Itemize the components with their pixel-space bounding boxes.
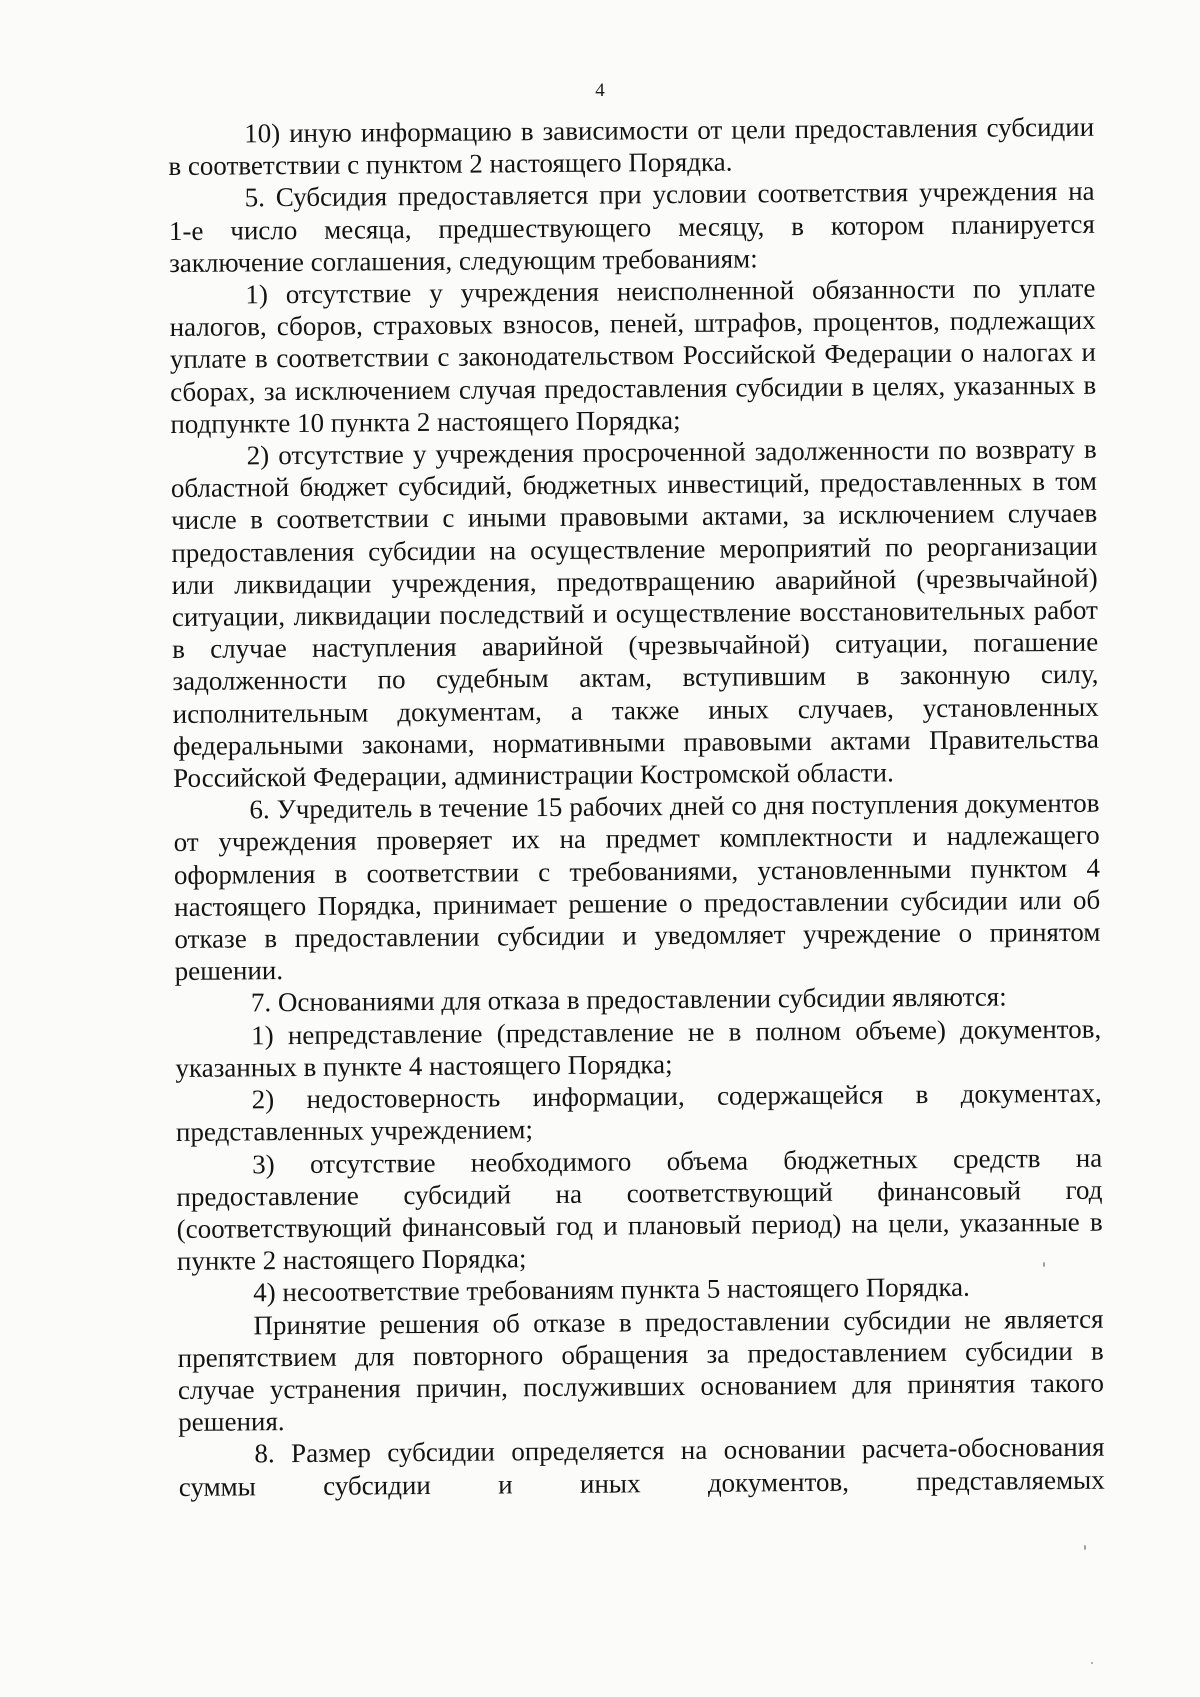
- paragraph-point-7-sub-1: 1) непредставление (представление не в полном объеме) документов, указанных в пункте 4 настоящего Порядка;: [175, 1013, 1102, 1083]
- scan-speck: [1084, 1545, 1086, 1550]
- paragraph-point-7-sub-3: 3) отсутствие необходимого объема бюджетных средств на предоставление субсидий на соответствующий финансовый год (соответствующий финансовый год и плановый период) на цели, указанные в пункте 2 настоящего Порядка;: [176, 1142, 1103, 1277]
- paragraph-item-10: 10) иную информацию в зависимости от цели предоставления субсидии в соответствии с пунктом 2 настоящего Порядка.: [168, 111, 1095, 182]
- document-body: [168, 111, 1105, 1503]
- scan-speck: [1043, 1262, 1045, 1267]
- paragraph-point-8: 8. Размер субсидии определяется на основании расчета-обоснования суммы субсидии и иных документов, представляемых: [178, 1432, 1105, 1502]
- paragraph-point-7: 7. Основаниями для отказа в предоставлении субсидии являются:: [250, 981, 1007, 1018]
- paragraph-point-7-sub-2: 2) недостоверность информации, содержащейся в документах, представленных учреждением;: [175, 1077, 1102, 1148]
- page-number: 4: [595, 80, 605, 101]
- paragraph-point-5-sub-2: 2) отсутствие у учреждения просроченной задолженности по возврату в областной бюджет субсидий, бюджетных инвестиций, предоставленных в том числе в соответствии с иными правовыми актами, за исключением случаев предоставления субсидии на осуществление мероприятий по реорганизации или ликвидации учреждения, предотвращению аварийной (чрезвычайной) ситуации, ликвидации последствий и осуществление восстановительных работ в случае наступления аварийной (чрезвычайной) ситуации, погашение задолженности по судебным актам, вступившим в законную силу, исполнительным документам, а также иных случаев, установленных федеральными законами, нормативными правовыми актами Правительства Российской Федерации, администрации Костромской области.: [170, 433, 1100, 794]
- paragraph-point-7-sub-4: 4) несоответствие требованиям пункта 5 настоящего Порядка.: [253, 1272, 970, 1308]
- scan-speck: [1091, 1662, 1093, 1664]
- paragraph-point-5: 5. Субсидия предоставляется при условии соответствия учреждения на 1-е число месяца, предшествующего месяцу, в котором планируется заключение соглашения, следующим требованиям:: [168, 176, 1095, 278]
- paragraph-refusal-note: Принятие решения об отказе в предоставлении субсидии не является препятствием для повторного обращения за предоставлением субсидии в случае устранения причин, послуживших основанием для принятия такого решения.: [177, 1303, 1105, 1438]
- paragraph-point-5-sub-1: 1) отсутствие у учреждения неисполненной обязанности по уплате налогов, сборов, страховых взносов, пеней, штрафов, процентов, подлежащих уплате в соответствии с законодательством Российской Федерации о налогах и сборах, за исключением случая предоставления субсидии в целях, указанных в подпункте 10 пункта 2 настоящего Порядка;: [169, 272, 1097, 439]
- paragraph-point-6: 6. Учредитель в течение 15 рабочих дней со дня поступления документов от учреждения проверяет их на предмет комплектности и надлежащего оформления в соответствии с требованиями, установленными пунктом 4 настоящего Порядка, принимает решение о предоставлении субсидии или об отказе в предоставлении субсидии и уведомляет учреждение о принятом решении.: [173, 787, 1101, 987]
